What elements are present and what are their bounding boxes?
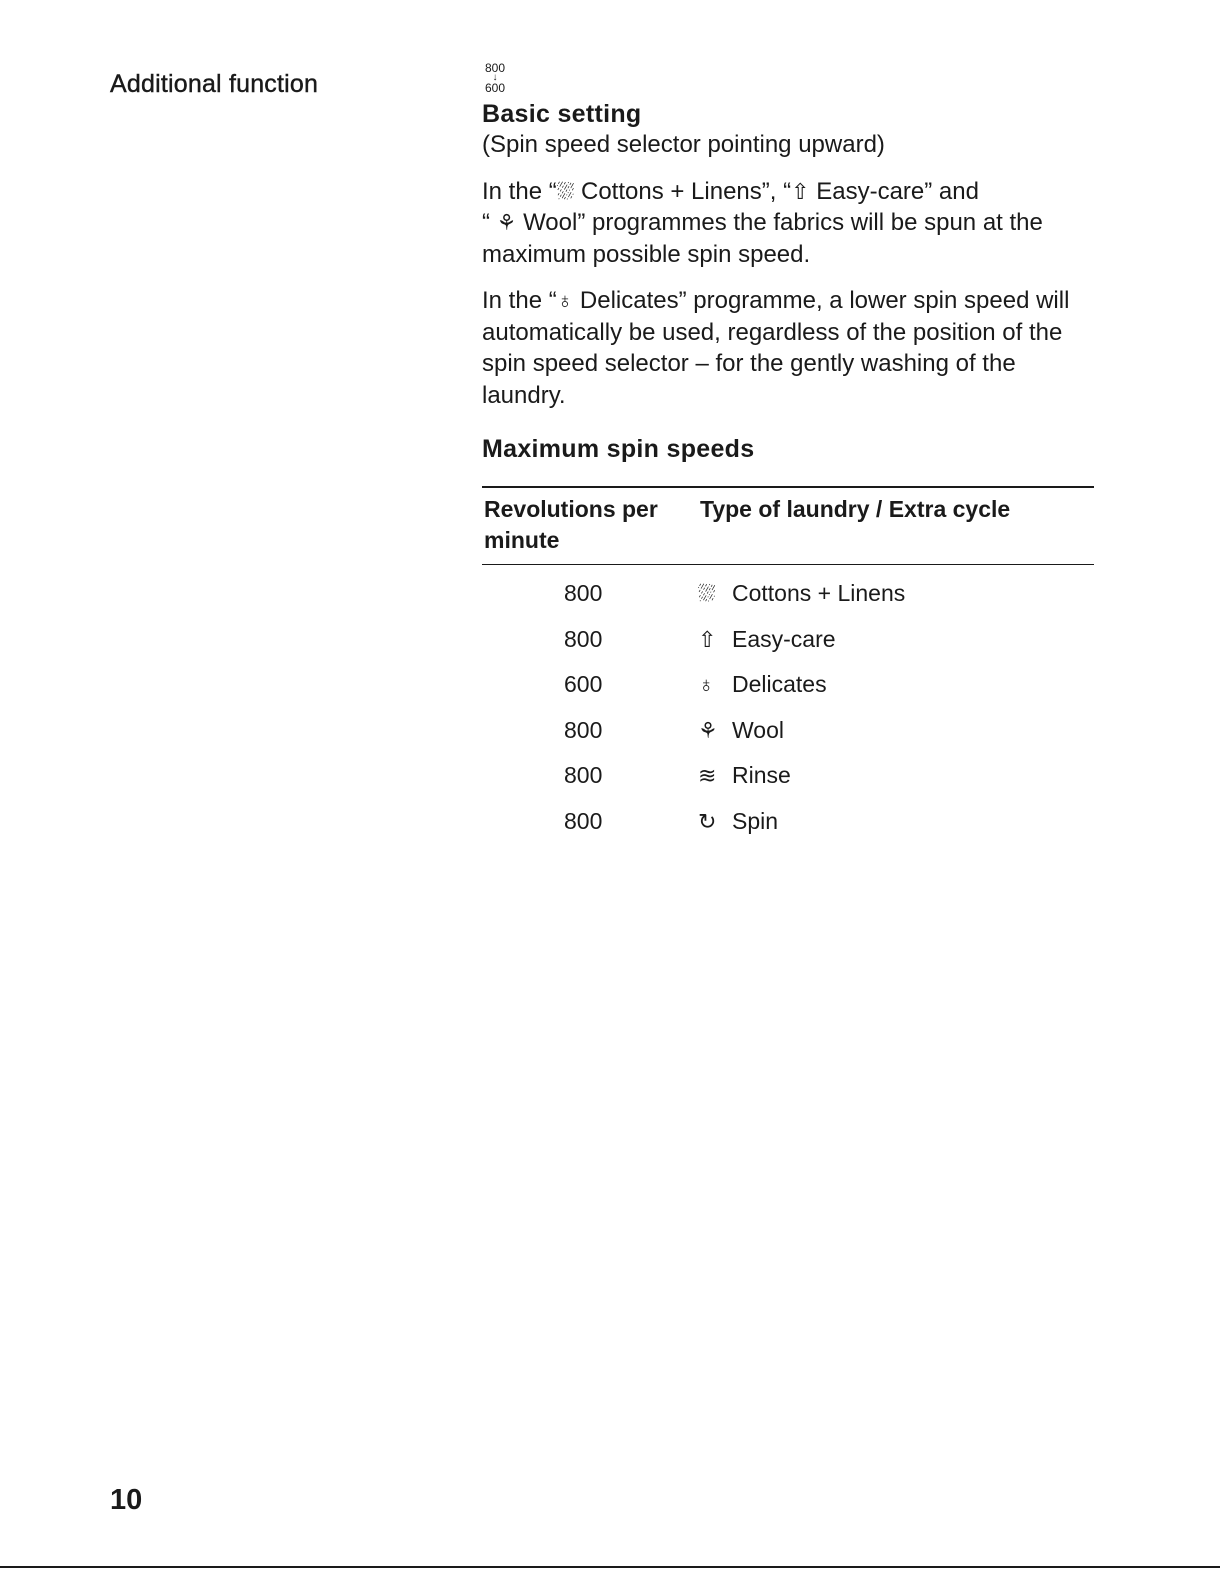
table-row <box>482 799 1094 845</box>
wool-icon: ⚘ <box>496 210 517 235</box>
wool-icon: ⚘ <box>698 717 718 743</box>
column-header-type: Type of laundry / Extra cycle <box>698 487 1094 565</box>
para1-text-5: Wool” programmes the fabrics will be spun at the maximum possible spin speed. <box>482 209 1043 268</box>
speed-symbol-bottom: 600 <box>484 81 506 95</box>
type-cell <box>698 799 1094 845</box>
basic-setting-subtitle: (Spin speed selector pointing upward) <box>482 131 885 158</box>
rpm-cell: 800 <box>564 580 603 607</box>
type-cell <box>698 662 1094 708</box>
rpm-cell: 800 <box>564 807 603 834</box>
table-row <box>482 708 1094 754</box>
table-row <box>482 565 1094 617</box>
basic-setting-heading: Basic setting <box>482 100 642 128</box>
table-row <box>482 662 1094 708</box>
para1-text-3: Easy-care” and <box>809 177 979 205</box>
type-cell <box>698 617 1094 663</box>
cottons-icon: ⛆ <box>556 178 575 204</box>
page-number: 10 <box>110 1484 143 1516</box>
para1-text-2: Cottons + Linens”, “ <box>574 177 792 205</box>
type-label: Rinse <box>732 762 791 789</box>
para1-text-1: In the “ <box>482 177 557 205</box>
speed-symbol-top: 800 <box>484 61 506 75</box>
spin-speed-table <box>482 486 1094 844</box>
type-label: Wool <box>732 716 784 743</box>
rpm-cell: 800 <box>564 625 603 652</box>
basic-setting-paragraph-2 <box>482 285 1094 411</box>
rpm-cell: 600 <box>564 671 603 698</box>
type-cell <box>698 753 1094 799</box>
type-label: Spin <box>732 807 779 834</box>
type-cell <box>698 708 1094 754</box>
rinse-icon: ≋ <box>698 763 717 789</box>
delicates-icon: ♁ <box>698 672 715 698</box>
section-label: Additional function <box>110 70 319 98</box>
rpm-cell: 800 <box>564 762 603 789</box>
spin-speed-symbol <box>482 62 508 94</box>
cottons-icon: ⛆ <box>698 581 716 607</box>
content-column <box>482 62 1094 844</box>
bottom-divider <box>0 1566 1220 1568</box>
max-spin-speeds-heading: Maximum spin speeds <box>482 435 755 463</box>
spin-icon: ↻ <box>698 808 717 834</box>
column-header-revolutions: Revolutions per minute <box>482 487 698 565</box>
type-label: Cottons + Linens <box>732 580 906 607</box>
para2-text-2: Delicates” programme, a lower spin speed will automatically be used, regardless of the position of the spin speed selector – for the gently washing of the laundry. <box>482 287 1070 409</box>
table-row <box>482 753 1094 799</box>
delicates-icon: ♁ <box>556 288 574 313</box>
type-cell <box>698 565 1094 617</box>
para1-text-4: “ <box>482 209 497 236</box>
type-label: Easy-care <box>732 625 836 652</box>
arrow-down-icon: ↓ <box>492 72 498 83</box>
table-header-row <box>482 487 1094 565</box>
rpm-cell: 800 <box>564 716 603 743</box>
easy-care-icon: ⇧ <box>698 626 717 652</box>
type-label: Delicates <box>732 671 827 698</box>
para2-text-1: In the “ <box>482 287 557 314</box>
easy-care-icon: ⇧ <box>791 178 810 204</box>
table-row <box>482 617 1094 663</box>
basic-setting-paragraph-1 <box>482 176 1094 271</box>
